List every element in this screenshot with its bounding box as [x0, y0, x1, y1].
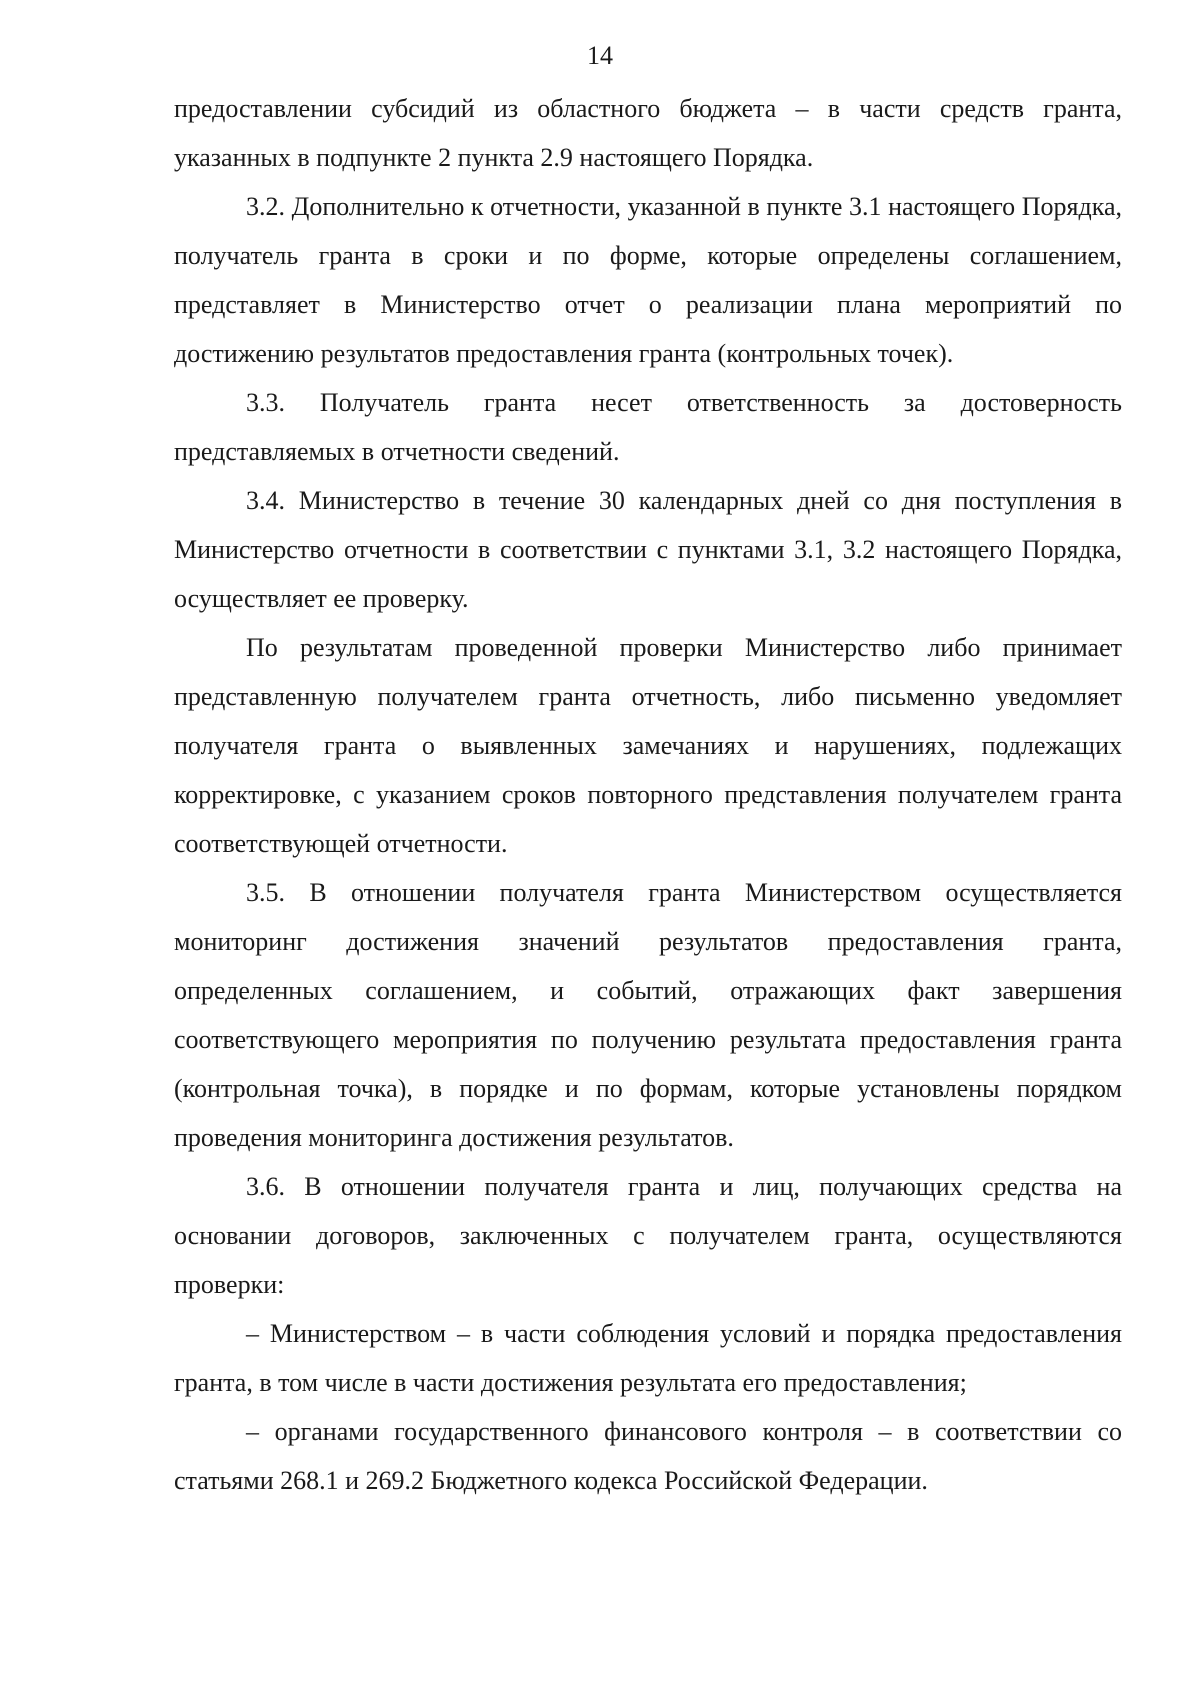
paragraph-review-results: По результатам проведенной проверки Министерство либо принимает представленную получателем гранта отчетность, либо письменно уведомляет получателя гранта о выявленных замечаниях и нарушениях, подлежащих корректировке, с указанием сроков повторного представления получателем гранта соответствующей отчетности. [174, 633, 1122, 858]
list-item-financial-control: – органами государственного финансового контроля – в соответствии со статьями 268.1 и 269.2 Бюджетного кодекса Российской Федерации. [174, 1417, 1122, 1495]
page-number: 14 [587, 41, 613, 70]
list-item-ministry: – Министерством – в части соблюдения условий и порядка предоставления гранта, в том числе в части достижения результата его предоставления; [174, 1319, 1122, 1397]
paragraph-3-4: 3.4. Министерство в течение 30 календарных дней со дня поступления в Министерство отчетности в соответствии с пунктами 3.1, 3.2 настоящего Порядка, осуществляет ее проверку. [174, 486, 1122, 613]
document-body [174, 84, 1122, 1505]
paragraph-continuation: предоставлении субсидий из областного бюджета – в части средств гранта, указанных в подпункте 2 пункта 2.9 настоящего Порядка. [174, 94, 1122, 172]
paragraph-3-3: 3.3. Получатель гранта несет ответственность за достоверность представляемых в отчетности сведений. [174, 388, 1122, 466]
paragraph-3-5: 3.5. В отношении получателя гранта Министерством осуществляется мониторинг достижения значений результатов предоставления гранта, определенных соглашением, и событий, отражающих факт завершения соответствующего мероприятия по получению результата предоставления гранта (контрольная точка), в порядке и по формам, которые установлены порядком проведения мониторинга достижения результатов. [174, 878, 1122, 1152]
paragraph-3-2: 3.2. Дополнительно к отчетности, указанной в пункте 3.1 настоящего Порядка, получатель гранта в сроки и по форме, которые определены соглашением, представляет в Министерство отчет о реализации плана мероприятий по достижению результатов предоставления гранта (контрольных точек). [174, 192, 1122, 368]
paragraph-3-6: 3.6. В отношении получателя гранта и лиц, получающих средства на основании договоров, заключенных с получателем гранта, осуществляются проверки: [174, 1172, 1122, 1299]
